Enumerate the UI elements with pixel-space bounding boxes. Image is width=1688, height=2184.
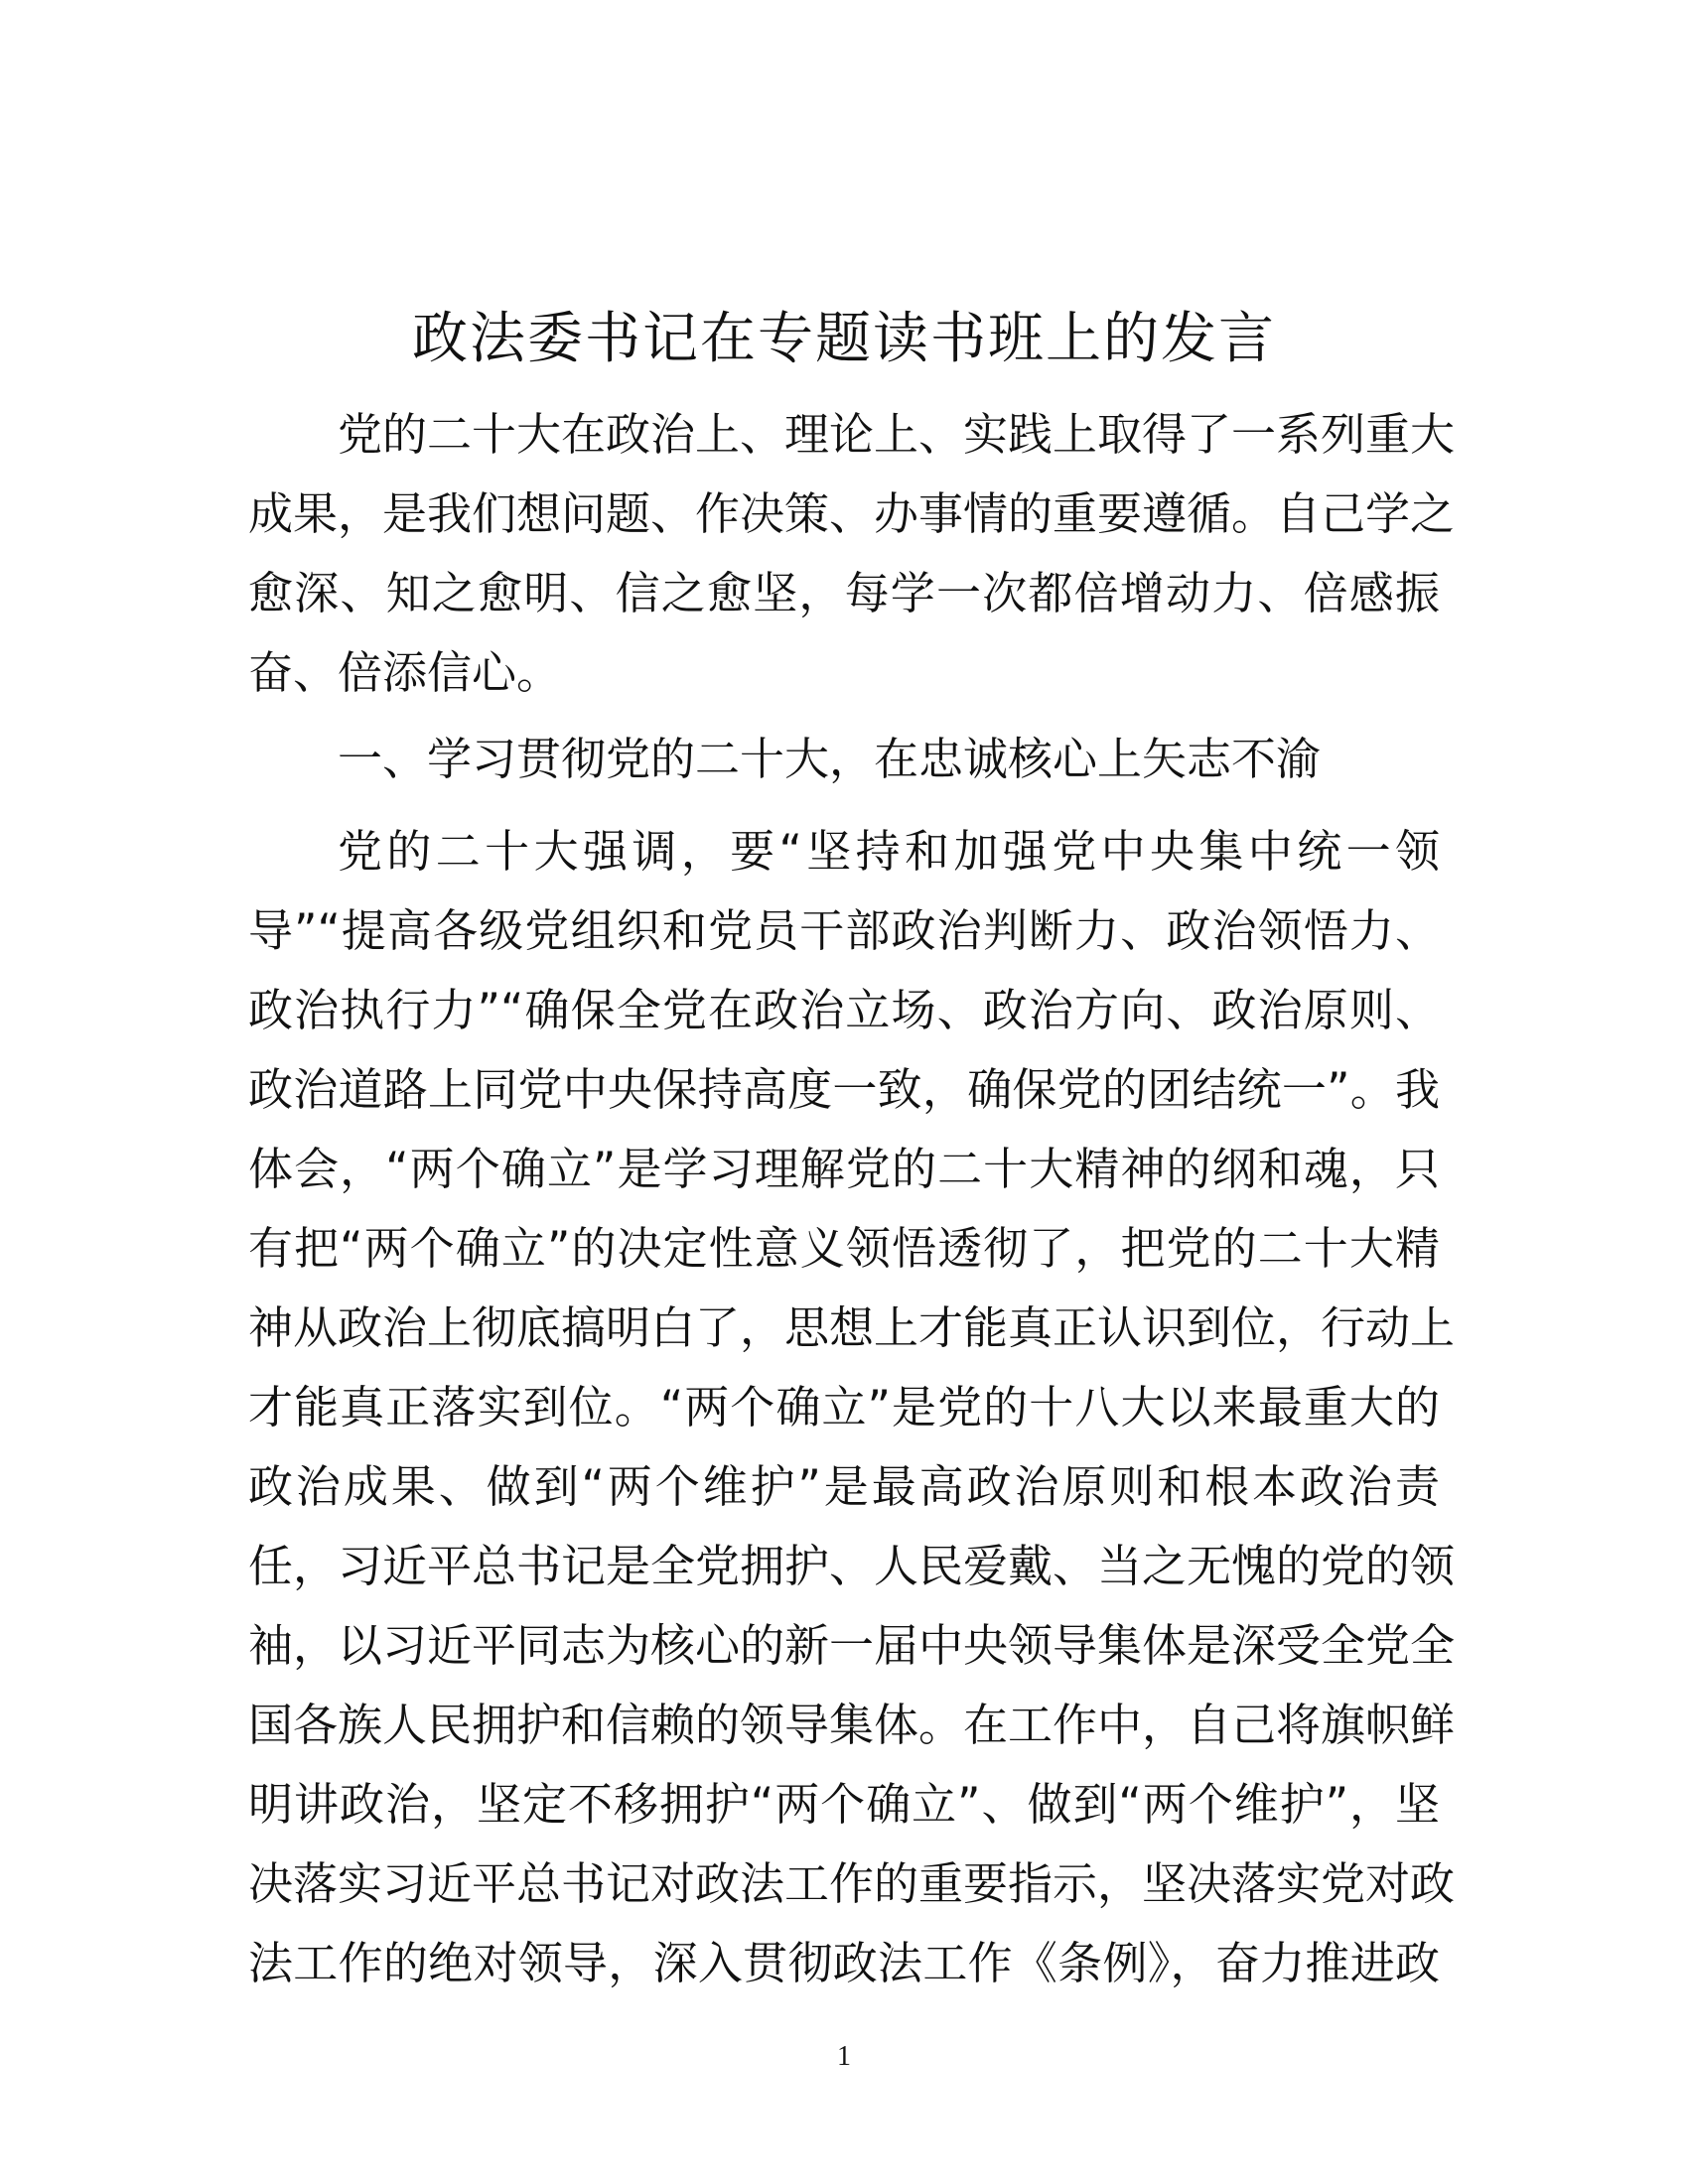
paragraph-1-line: 奋、倍添信心。 [248, 646, 562, 699]
paragraph-2-line: 决落实习近平总书记对政法工作的重要指示，坚决落实党对政 [248, 1857, 1456, 1910]
paragraph-2-line: 才能真正落实到位。“两个确立”是党的十八大以来最重大的 [248, 1381, 1440, 1433]
paragraph-1-line: 愈深、知之愈明、信之愈坚，每学一次都倍增动力、倍感振 [248, 567, 1440, 619]
paragraph-2-line: 政治执行力”“确保全党在政治立场、政治方向、政治原则、 [248, 984, 1440, 1036]
paragraph-2-line: 神从政治上彻底搞明白了，思想上才能真正认识到位，行动上 [248, 1301, 1456, 1354]
paragraph-2-line: 体会，“两个确立”是学习理解党的二十大精神的纲和魂，只 [248, 1143, 1440, 1195]
paragraph-2-line: 政治道路上同党中央保持高度一致，确保党的团结统一”。我 [248, 1063, 1440, 1116]
paragraph-2-line: 袖，以习近平同志为核心的新一届中央领导集体是深受全党全 [248, 1619, 1456, 1672]
paragraph-2-line: 国各族人民拥护和信赖的领导集体。在工作中，自己将旗帜鲜 [248, 1699, 1456, 1751]
paragraph-1-line: 党的二十大在政治上、理论上、实践上取得了一系列重大 [338, 408, 1456, 461]
paragraph-2-line: 党的二十大强调，要“坚持和加强党中央集中统一领 [338, 825, 1440, 878]
document-title: 政法委书记在专题读书班上的发言 [412, 307, 1276, 371]
paragraph-2-line: 有把“两个确立”的决定性意义领悟透彻了，把党的二十大精 [248, 1222, 1440, 1275]
paragraph-2-line: 导”“提高各级党组织和党员干部政治判断力、政治领悟力、 [248, 904, 1440, 957]
paragraph-1-line: 成果，是我们想问题、作决策、办事情的重要遵循。自己学之 [248, 487, 1456, 540]
paragraph-2-line: 任，习近平总书记是全党拥护、人民爱戴、当之无愧的党的领 [248, 1540, 1456, 1592]
page-number: 1 [837, 2041, 851, 2072]
section-heading-1: 一、学习贯彻党的二十大，在忠诚核心上矢志不渝 [338, 733, 1322, 785]
paragraph-2-line: 政治成果、做到“两个维护”是最高政治原则和根本政治责 [248, 1460, 1440, 1513]
paragraph-2-line: 法工作的绝对领导，深入贯彻政法工作《条例》，奋力推进政 [248, 1937, 1440, 1989]
paragraph-2-line: 明讲政治，坚定不移拥护“两个确立”、做到“两个维护”，坚 [248, 1778, 1440, 1831]
